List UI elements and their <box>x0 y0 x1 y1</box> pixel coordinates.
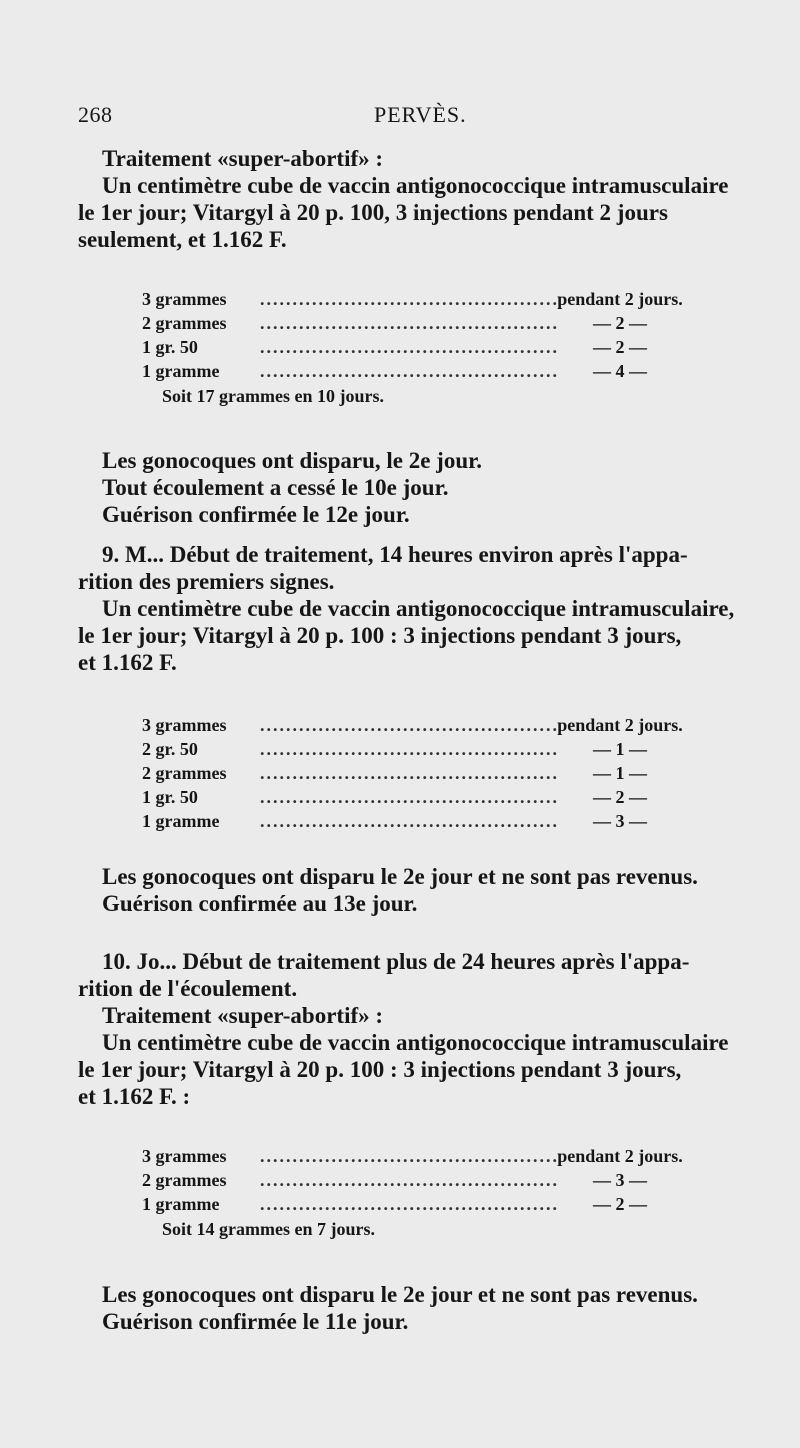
text-line: Guérison confirmée le 12e jour. <box>102 502 410 527</box>
dosage-row <box>142 761 702 785</box>
duration: — 2 — <box>593 313 647 333</box>
text-line: et 1.162 F. : <box>78 1084 191 1109</box>
dot-leader: .............................................. <box>260 1194 559 1214</box>
duration: — 2 — <box>593 337 647 357</box>
text-line: le 1er jour; Vitargyl à 20 p. 100 : 3 injections pendant 3 jours, <box>78 623 682 648</box>
dose: 1 gramme <box>142 361 220 381</box>
text-line: Un centimètre cube de vaccin antigonococcique intramusculaire, <box>102 596 735 621</box>
duration: — 4 — <box>593 361 647 381</box>
dosage-row <box>142 311 702 335</box>
dose: 3 grammes <box>142 715 227 735</box>
dosage-row <box>142 713 702 737</box>
text-line: Guérison confirmée au 13e jour. <box>102 891 418 916</box>
case-9-paragraph <box>78 541 735 676</box>
text-line: seulement, et 1.162 F. <box>78 227 287 252</box>
running-head: PERVÈS. <box>374 102 467 127</box>
text-line: Tout écoulement a cessé le 10e jour. <box>102 475 449 500</box>
dot-leader: .............................................. <box>260 763 559 783</box>
text-line: 10. Jo... Début de traitement plus de 24 heures après l'appa- <box>102 949 690 974</box>
dot-leader: .............................................. <box>260 1170 559 1190</box>
case-top-paragraph <box>78 145 729 253</box>
dose: 3 grammes <box>142 1146 227 1166</box>
text-line: Traitement «super-abortif» : <box>102 146 384 171</box>
dose: 2 grammes <box>142 763 227 783</box>
dosage-row <box>142 1168 702 1192</box>
case-10-results <box>78 1281 718 1335</box>
case-top-dosage-table <box>142 287 702 409</box>
dot-leader: .............................................. <box>260 337 559 357</box>
text-line: et 1.162 F. <box>78 650 177 675</box>
dot-leader: .............................................. <box>260 313 559 333</box>
duration: — 3 — <box>593 811 647 831</box>
dose: 3 grammes <box>142 289 227 309</box>
case-9-results <box>78 863 718 917</box>
case-9-dosage-table <box>142 713 702 833</box>
duration: pendant 2 jours. <box>557 289 683 309</box>
dosage-row <box>142 335 702 359</box>
dose: 1 gr. 50 <box>142 787 198 807</box>
dosage-row <box>142 359 702 383</box>
case-10-dosage-table <box>142 1144 702 1242</box>
case-10-paragraph <box>78 948 729 1110</box>
text-line: Guérison confirmée le 11e jour. <box>102 1309 409 1334</box>
dot-leader: .............................................. <box>260 739 559 759</box>
dot-leader: .............................................. <box>260 361 559 381</box>
dot-leader: .............................................. <box>260 787 559 807</box>
duration: pendant 2 jours. <box>557 1146 683 1166</box>
text-line: le 1er jour; Vitargyl à 20 p. 100 : 3 injections pendant 3 jours, <box>78 1057 682 1082</box>
case-top-results <box>78 447 718 528</box>
duration: — 3 — <box>593 1170 647 1190</box>
text-line: Les gonocoques ont disparu, le 2e jour. <box>102 448 482 473</box>
duration: pendant 2 jours. <box>557 715 683 735</box>
dosage-row <box>142 785 702 809</box>
dosage-total: Soit 14 grammes en 7 jours. <box>162 1219 375 1239</box>
text-line: rition de l'écoulement. <box>78 976 298 1001</box>
duration: — 2 — <box>593 1194 647 1214</box>
duration: — 2 — <box>593 787 647 807</box>
dose: 1 gramme <box>142 1194 220 1214</box>
text-line: le 1er jour; Vitargyl à 20 p. 100, 3 injections pendant 2 jours <box>78 200 668 225</box>
dot-leader: .............................................. <box>260 811 559 831</box>
dosage-row <box>142 1192 702 1216</box>
page-header <box>78 98 698 134</box>
text-line: 9. M... Début de traitement, 14 heures environ après l'appa- <box>102 542 688 567</box>
dosage-row <box>142 1144 702 1168</box>
dose: 2 grammes <box>142 1170 227 1190</box>
text-line: Les gonocoques ont disparu le 2e jour et ne sont pas revenus. <box>102 864 698 889</box>
dot-leader: .............................................. <box>260 289 559 309</box>
dose: 2 gr. 50 <box>142 739 198 759</box>
dot-leader: .............................................. <box>260 715 559 735</box>
dosage-total: Soit 17 grammes en 10 jours. <box>162 386 384 406</box>
dose: 1 gramme <box>142 811 220 831</box>
text-line: Traitement «super-abortif» : <box>102 1003 384 1028</box>
dose: 1 gr. 50 <box>142 337 198 357</box>
text-line: rition des premiers signes. <box>78 569 335 594</box>
dosage-row <box>142 737 702 761</box>
text-line: Un centimètre cube de vaccin antigonococcique intramusculaire <box>102 1030 729 1055</box>
text-line: Les gonocoques ont disparu le 2e jour et ne sont pas revenus. <box>102 1282 698 1307</box>
dose: 2 grammes <box>142 313 227 333</box>
text-line: Un centimètre cube de vaccin antigonococcique intramusculaire <box>102 173 729 198</box>
page-number: 268 <box>78 102 113 127</box>
dot-leader: .............................................. <box>260 1146 559 1166</box>
duration: — 1 — <box>593 763 647 783</box>
dosage-row <box>142 287 702 311</box>
dosage-row <box>142 809 702 833</box>
duration: — 1 — <box>593 739 647 759</box>
